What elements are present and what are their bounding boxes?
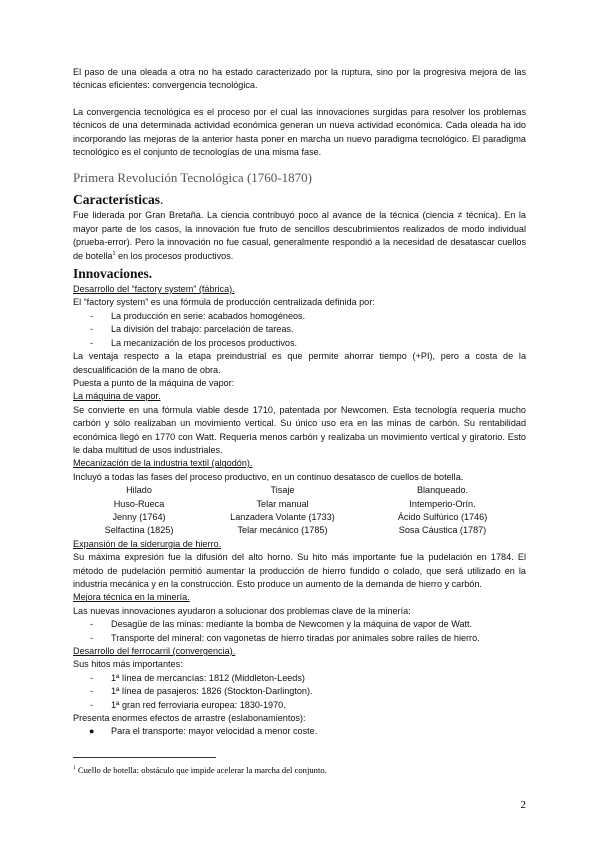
page-number: 2 — [520, 799, 526, 811]
hierro-title: Expansión de la siderurgia de hierro. — [73, 538, 222, 549]
list-item — [73, 672, 526, 685]
dash-marker: - — [90, 699, 94, 710]
factory-title: Desarrollo del “factory system” (fábrica). — [73, 284, 235, 295]
factory-list — [73, 310, 526, 350]
table-cell: Lanzadera Volante (1733) — [230, 511, 335, 522]
vapor-lead: Puesta a punto de la máquina de vapor: — [73, 377, 235, 388]
dash-marker: - — [90, 310, 94, 321]
list-item-text: La producción en serie: acabados homogéneos. — [111, 310, 306, 321]
table-cell: Hilado — [126, 485, 152, 496]
caracteristicas-text: Fue liderada por Gran Bretaña. La ciencia contribuyó poco al avance de la técnica (ciencia ≠ técnica). En la mayor parte de los casos, la innovación fue fruto de sencillos descubrimientos realizados de modo individual (prueba-error). Pero la innovación no fue casual, generalmente respondió a la necesidad de desatascar cuellos de botella — [73, 210, 526, 261]
ferrocarril-arrastre: Presenta enormes efectos de arrastre (eslabonamientos): — [73, 713, 306, 724]
caracteristicas-heading — [73, 191, 526, 209]
vapor-paragraph: Se convierte en una fórmula viable desde 1710, patentada por Newcomen. Esta tecnología requería mucho carbón y sólo realizaban un movimiento vertical. Su único uso era en las minas de carbón. Su rentabilidad económica llegó en 1770 con Watt. Requería menos carbón y realizaba un movimiento vertical y giratorio. Esto le daba multitud de usos industriales. — [73, 404, 526, 455]
list-item-text: 1ª línea de mercancías: 1812 (Middleton-Leeds) — [111, 672, 305, 683]
vapor-title: La máquina de vapor. — [73, 391, 161, 402]
section-title: Primera Revolución Tecnológica (1760-1870) — [73, 170, 312, 186]
list-item-text: La división del trabajo: parcelación de tareas. — [111, 324, 294, 335]
list-item — [73, 337, 526, 350]
table-cell: Selfactina (1825) — [104, 525, 174, 536]
intro-paragraph-2: La convergencia tecnológica es el proceso por el cual las innovaciones surgidas para resolver los problemas técnicos de una determinada actividad económica generan un nueva actividad económica. Cada oleada ha ido incorporando las mejoras de la anterior hasta poner en marcha un nuevo paradigma tecnológico. El paradigma tecnológico es el conjunto de tecnologías de una misma fase. — [73, 106, 526, 158]
table-cell: Ácido Sulfúrico (1746) — [397, 511, 488, 522]
footnote-number: 1 — [73, 765, 76, 772]
table-cell: Sosa Cáustica (1787) — [398, 525, 487, 536]
dash-marker: - — [90, 324, 94, 335]
intro-paragraph-1: El paso de una oleada a otra no ha estado caracterizado por la ruptura, sino por la progresiva mejora de las técnicas eficientes: convergencia tecnológica. — [73, 67, 526, 91]
list-item-text: Desagüe de las minas: mediante la bomba de Newcomen y la máquina de vapor de Watt. — [111, 619, 473, 630]
list-item-text: La mecanización de los procesos productivos. — [111, 337, 298, 348]
table-cell: Jenny (1764) — [112, 511, 166, 522]
footnote-text: Cuello de botella: obstáculo que impide acelerar la marcha del conjunto. — [75, 765, 327, 775]
list-item — [73, 632, 526, 645]
list-item — [73, 725, 526, 738]
list-item — [73, 310, 526, 323]
list-item-text: 1ª línea de pasajeros: 1826 (Stockton-Darlington). — [111, 686, 313, 697]
ferrocarril-list — [73, 672, 526, 712]
dash-marker: - — [90, 672, 94, 683]
list-item-text: Transporte del mineral: con vagonetas de hierro tiradas por animales sobre raíles de hierro. — [111, 632, 480, 643]
mineria-list — [73, 618, 526, 645]
innovaciones-heading: Innovaciones. — [73, 266, 153, 282]
hierro-paragraph: Su máxima expresión fue la difusión del alto horno. Su hito más importante fue la pudelación en 1784. El método de pudelación permitió aumentar la producción de hierro fundido o colado, que será utilizado en la industria mecánica y en la construcción. Esto produce un aumento de la demanda de hierro y carbón. — [73, 552, 526, 589]
dash-marker: - — [90, 337, 94, 348]
list-item-text: 1ª gran red ferroviaria europea: 1830-1970. — [111, 699, 286, 710]
factory-intro: El “factory system” es una fórmula de producción centralizada definida por: — [73, 297, 375, 308]
footnote-ref[interactable]: 1 — [112, 250, 116, 257]
textil-title: Mecanización de la industria textil (algodón). — [73, 458, 253, 469]
table-cell: Telar manual — [256, 498, 309, 509]
caracteristicas-heading-text: Características — [73, 192, 160, 208]
footnote — [73, 764, 327, 776]
bullet-marker: ● — [89, 726, 95, 737]
list-item — [73, 618, 526, 631]
table-cell: Blanqueado. — [416, 485, 469, 496]
list-item — [73, 323, 526, 336]
list-item-text: Para el transporte: mayor velocidad a menor coste. — [111, 726, 318, 737]
ferrocarril-intro: Sus hitos más importantes: — [73, 659, 183, 670]
textil-table — [73, 484, 526, 538]
table-cell: Tisaje — [270, 485, 295, 496]
caracteristicas-heading-period: . — [159, 192, 164, 208]
textil-intro: Incluyó a todas las fases del proceso productivo, en un continuo desatasco de cuellos de botella. — [73, 471, 464, 482]
table-cell: Telar mecánico (1785) — [237, 525, 328, 536]
caracteristicas-text-end: en los procesos productivos. — [115, 250, 234, 261]
list-item — [73, 685, 526, 698]
mineria-title: Mejora técnica en la minería. — [73, 592, 190, 603]
table-cell: Huso-Rueca — [113, 498, 165, 509]
dash-marker: - — [90, 619, 94, 630]
caracteristicas-paragraph — [73, 209, 526, 263]
dash-marker: - — [90, 632, 94, 643]
ferrocarril-bullets — [73, 725, 526, 738]
factory-outro: La ventaja respecto a la etapa preindustrial es que permite ahorrar tiempo (+PI), pero a costa de la descualificación de la mano de obra. — [73, 351, 526, 375]
table-cell: Intemperio-Orín. — [409, 498, 476, 509]
footnote-divider — [73, 757, 216, 758]
dash-marker: - — [90, 686, 94, 697]
ferrocarril-title: Desarrollo del ferrocarril (convergencia). — [73, 646, 236, 657]
list-item — [73, 699, 526, 712]
mineria-intro: Las nuevas innovaciones ayudaron a solucionar dos problemas clave de la minería: — [73, 605, 411, 616]
